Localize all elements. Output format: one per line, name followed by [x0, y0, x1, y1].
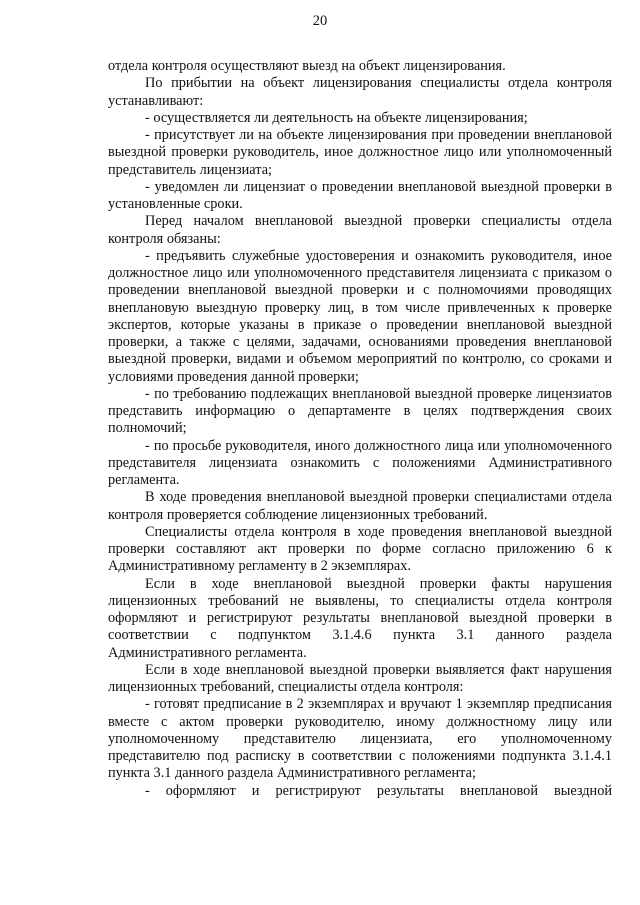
paragraph-11: Специалисты отдела контроля в ходе проведения внеплановой выездной проверки составляют акт проверки по форме согласно приложению 6 к Административному регламенту в 2 экземплярах.: [108, 523, 612, 575]
paragraph-2: По прибытии на объект лицензирования специалисты отдела контроля устанавливают:: [108, 75, 612, 109]
page-number: 20: [312, 13, 328, 29]
paragraph-8: - по требованию подлежащих внеплановой выездной проверке лицензиатов представить информацию о департаменте в целях подтверждения своих полномочий;: [108, 385, 612, 437]
paragraph-7: - предъявить служебные удостоверения и ознакомить руководителя, иное должностное лицо или уполномоченного представителя лицензиата с приказом о проведении внеплановой выездной проверки и с полномочиями проводящих внеплановую выездную проверку лиц, в том числе привлеченных к проверке экспертов, которые указаны в приказе о проведении внеплановой выездной проверки, а также с целями, задачами, основаниями проведения внеплановой выездной проверки, видами и объемом мероприятий по контролю, со сроками и условиями проведения данной проверки;: [108, 247, 612, 385]
paragraph-12: Если в ходе внеплановой выездной проверки факты нарушения лицензионных требований не выявлены, то специалисты отдела контроля оформляют и регистрируют результаты внеплановой выездной проверки в соответствии с подпунктом 3.1.4.6 пункта 3.1 данного раздела Административного регламента.: [108, 575, 612, 661]
paragraph-9: - по просьбе руководителя, иного должностного лица или уполномоченного представителя лицензиата ознакомить с положениями Административного регламента.: [108, 437, 612, 488]
paragraph-3: - осуществляется ли деятельность на объекте лицензирования;: [145, 109, 528, 126]
paragraph-10: В ходе проведения внеплановой выездной проверки специалистами отдела контроля проверяется соблюдение лицензионных требований.: [108, 489, 612, 523]
paragraph-15: - оформляют и регистрируют результаты внеплановой выездной: [145, 782, 612, 799]
document-body: [108, 58, 612, 800]
paragraph-1: отдела контроля осуществляют выезд на объект лицензирования.: [108, 58, 506, 74]
paragraph-6: Перед началом внеплановой выездной проверки специалисты отдела контроля обязаны:: [108, 213, 612, 247]
paragraph-14: - готовят предписание в 2 экземплярах и вручают 1 экземпляр предписания вместе с актом проверки руководителю, иному должностному лицу или уполномоченному представителю лицензиата, его уполномоченному представителю под расписку в соответствии с положениями подпункта 3.1.4.1 пункта 3.1 данного раздела Административного регламента;: [108, 696, 612, 782]
paragraph-5: - уведомлен ли лицензиат о проведении внеплановой выездной проверки в установленные сроки.: [108, 178, 612, 212]
paragraph-13: Если в ходе внеплановой выездной проверки выявляется факт нарушения лицензионных требований, специалисты отдела контроля:: [108, 661, 612, 695]
paragraph-4: - присутствует ли на объекте лицензирования при проведении внеплановой выездной проверки руководитель, иное должностное лицо или уполномоченный представитель лицензиата;: [108, 127, 612, 178]
